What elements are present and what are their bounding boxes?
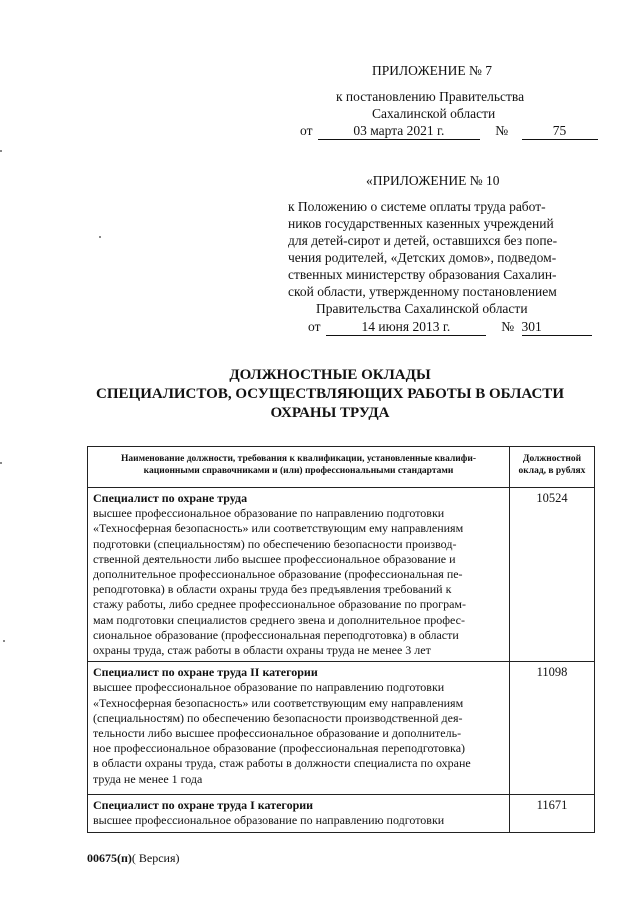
- appendix-quoted-date-line: [308, 318, 592, 336]
- text-line: ников государственных казенных учреждений: [288, 216, 554, 231]
- appendix-quoted-title: «ПРИЛОЖЕНИЕ № 10: [366, 173, 500, 188]
- requirement-line: высшее профессиональное образование по направлению подготовки: [93, 680, 445, 695]
- heading-line: ДОЛЖНОСТНЫЕ ОКЛАДЫ: [229, 367, 431, 383]
- text-line: чения родителей, «Детских домов», подведом-: [288, 250, 557, 265]
- document-version: ( Версия): [131, 851, 180, 865]
- header-text: оклад, в рублях: [518, 466, 586, 476]
- requirement-line: ное профессиональное образование (профессиональная переподготовка): [93, 741, 466, 756]
- appendix-number: 75: [522, 123, 598, 140]
- position-cell: [88, 795, 510, 832]
- requirement-line: мам подготовки специалистов среднего звена и дополнительное профес-: [93, 612, 465, 627]
- appendix-date: 03 марта 2021 г.: [318, 123, 480, 140]
- table-header-row: [88, 447, 595, 488]
- table-row: [88, 662, 595, 795]
- requirement-line: охраны труда, стаж работы в области охраны труда не менее 3 лет: [93, 643, 431, 658]
- appendix-line: к постановлению Правительства: [336, 89, 525, 104]
- position-title: Специалист по охране труда: [93, 491, 248, 505]
- text-line: для детей-сирот и детей, оставшихся без попе-: [288, 233, 558, 248]
- requirement-line: труда не менее 1 года: [93, 771, 203, 786]
- requirement-line: ственной деятельности либо высшее профессиональное образование и: [93, 551, 456, 566]
- salary-cell: 11671: [510, 795, 595, 832]
- requirement-line: «Техносферная безопасность» или соответствующим ему направлениям: [93, 521, 464, 536]
- text-line: к Положению о системе оплаты труда работ-: [288, 199, 546, 214]
- appendix-quoted-body: [288, 198, 593, 317]
- requirement-line: «Техносферная безопасность» или соответствующим ему направлениям: [93, 695, 464, 710]
- table-row: [88, 488, 595, 662]
- header-text: Должностной: [522, 454, 582, 464]
- position-cell: [88, 488, 510, 662]
- requirement-line: реподготовка) в области охраны труда без предъявления требований к: [93, 582, 452, 597]
- text-line: ской области, утвержденному постановлением: [288, 284, 557, 299]
- scan-mark: [99, 236, 101, 238]
- document-footer: [87, 851, 180, 866]
- position-cell: [88, 662, 510, 795]
- from-label: от: [300, 123, 313, 138]
- requirement-line: подготовки (специальностям) по обеспечению безопасности производ-: [93, 536, 457, 551]
- scan-mark: [3, 640, 5, 642]
- requirement-line: высшее профессиональное образование по направлению подготовки: [93, 506, 445, 521]
- column-header-position: [88, 447, 510, 488]
- column-header-salary: [510, 447, 595, 488]
- requirement-line: в области охраны труда, стаж работы в должности специалиста по охране: [93, 756, 471, 771]
- salary-cell: 11098: [510, 662, 595, 795]
- heading-line: СПЕЦИАЛИСТОВ, ОСУЩЕСТВЛЯЮЩИХ РАБОТЫ В ОБЛАСТИ: [96, 386, 564, 402]
- requirement-line: (специальностям) по обеспечению безопасности производственной дея-: [93, 710, 463, 725]
- scan-mark: [0, 462, 2, 464]
- number-label: №: [501, 319, 515, 334]
- salary-cell: 10524: [510, 488, 595, 662]
- text-line: ственных министерству образования Сахалин-: [288, 267, 557, 282]
- from-label: от: [308, 319, 321, 334]
- appendix-quoted-date: 14 июня 2013 г.: [326, 319, 486, 336]
- header-text: Наименование должности, требования к квалификации, установленные квалифи-: [121, 454, 476, 464]
- appendix-line: Сахалинской области: [372, 106, 496, 121]
- requirement-line: стажу работы, либо среднее профессиональное образование по програм-: [93, 597, 466, 612]
- position-title: Специалист по охране труда I категории: [93, 798, 314, 813]
- document-code: 00675(п): [87, 851, 132, 865]
- salary-table: [87, 446, 595, 833]
- requirement-line: высшее профессиональное образование по направлению подготовки: [93, 813, 445, 828]
- requirement-line: сиональное образование (профессиональная переподготовка) в области: [93, 627, 459, 642]
- appendix-title: ПРИЛОЖЕНИЕ № 7: [372, 63, 493, 78]
- requirement-line: дополнительное профессиональное образование (профессиональная пе-: [93, 567, 463, 582]
- scan-mark: [0, 150, 2, 152]
- text-line: Правительства Сахалинской области: [316, 301, 528, 316]
- requirement-line: тельности либо высшее профессиональное образование и дополнитель-: [93, 726, 462, 741]
- table-row: [88, 795, 595, 832]
- heading-line: ОХРАНЫ ТРУДА: [270, 405, 390, 421]
- appendix-date-line: [300, 122, 598, 140]
- number-label: №: [495, 123, 509, 138]
- appendix-quoted-number: 301: [522, 319, 592, 336]
- position-title: Специалист по охране труда II категории: [93, 665, 318, 680]
- header-text: кационными справочниками и (или) профессиональными стандартами: [143, 466, 454, 476]
